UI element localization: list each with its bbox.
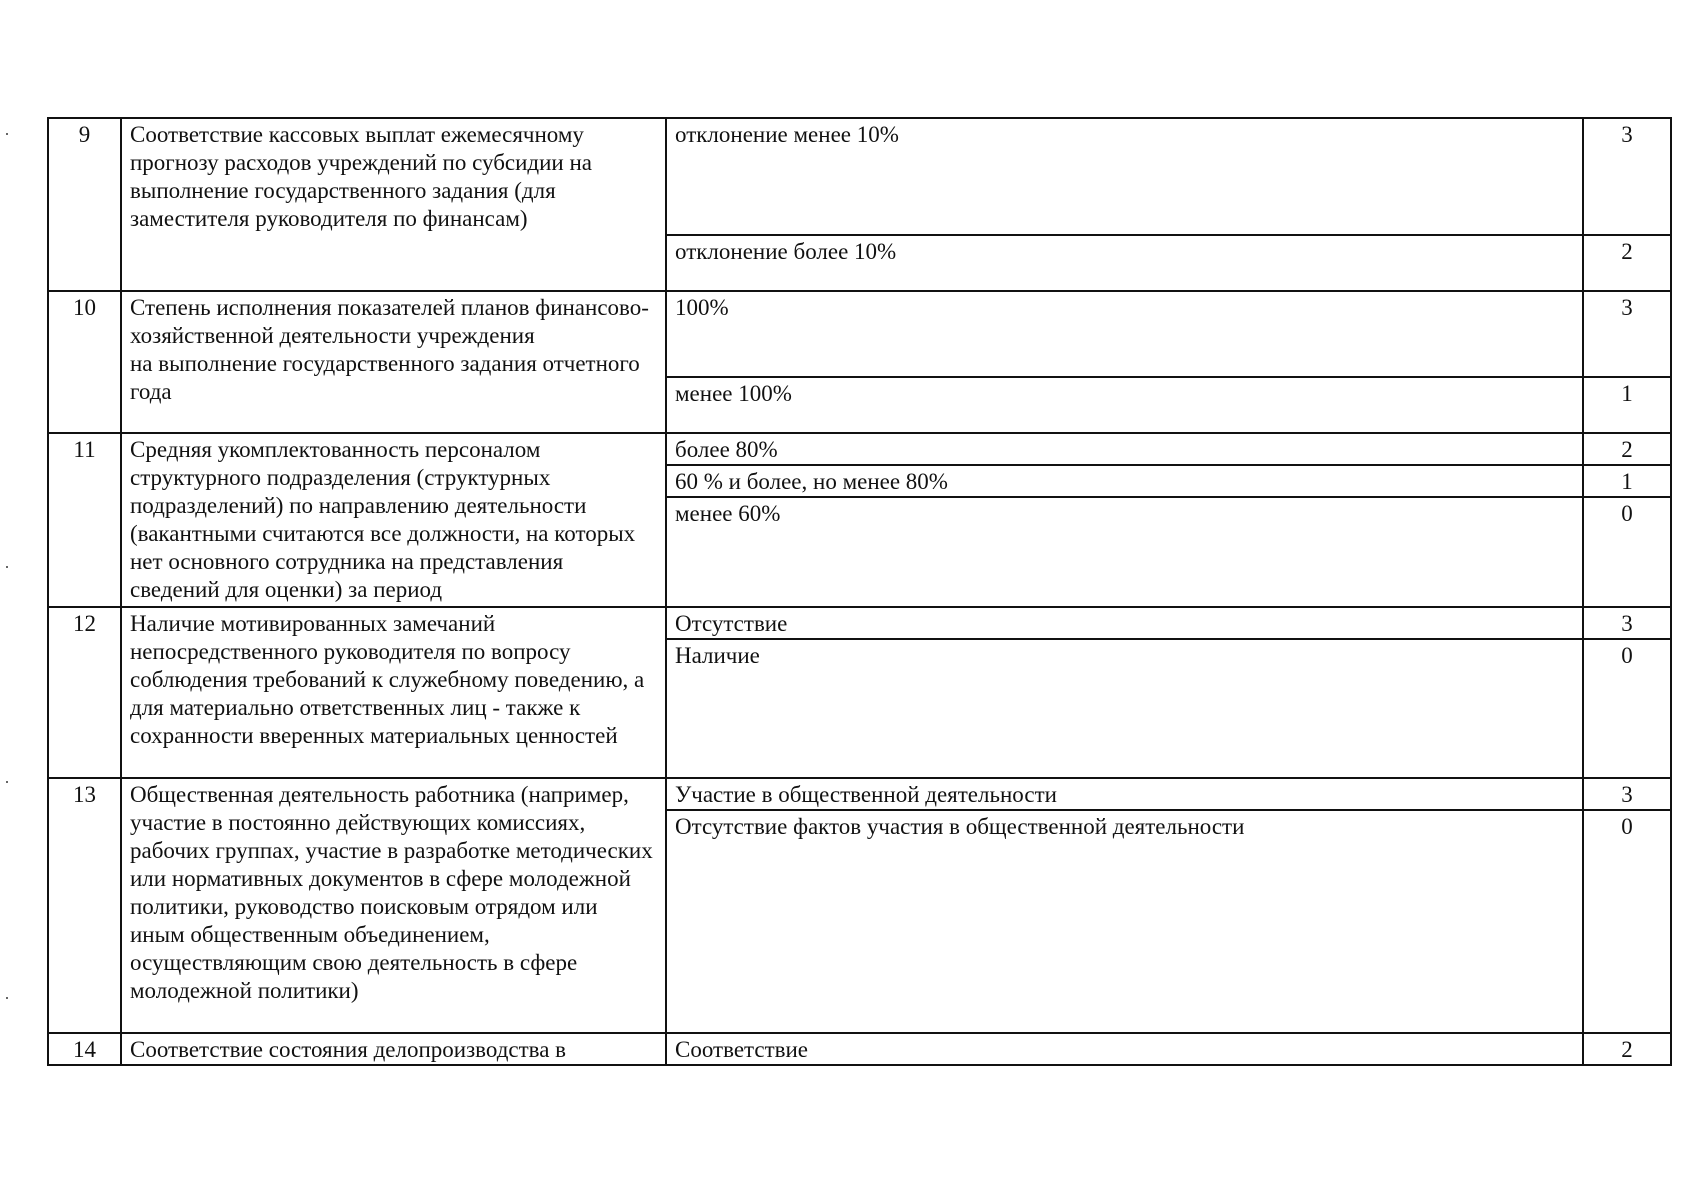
score-value: 3	[1583, 291, 1671, 377]
criterion-text: Средняя укомплектованность персоналом структурного подразделения (структурных подразделений) по направлению деятельности (вакантными считаются все должности, на которых нет основного сотрудника на представления сведений для оценки) за период	[121, 433, 666, 607]
row-number: 11	[48, 433, 121, 607]
scan-speck	[6, 566, 8, 568]
scan-speck	[6, 781, 8, 783]
table-row	[48, 118, 1671, 235]
scan-speck	[6, 997, 8, 999]
score-value: 0	[1583, 639, 1671, 778]
score-value: 2	[1583, 433, 1671, 465]
condition-text: Отсутствие	[666, 607, 1583, 639]
condition-text: Наличие	[666, 639, 1583, 778]
row-number: 12	[48, 607, 121, 778]
condition-text: отклонение более 10%	[666, 235, 1583, 291]
row-number: 10	[48, 291, 121, 433]
score-value: 3	[1583, 118, 1671, 235]
row-number: 13	[48, 778, 121, 1033]
score-value: 0	[1583, 497, 1671, 607]
table-row	[48, 778, 1671, 810]
scan-speck	[6, 133, 8, 135]
table-row	[48, 433, 1671, 465]
evaluation-criteria-table	[47, 117, 1672, 1066]
score-value: 2	[1583, 1033, 1671, 1065]
score-value: 0	[1583, 810, 1671, 1033]
score-value: 3	[1583, 607, 1671, 639]
criterion-text: Соответствие состояния делопроизводства в	[121, 1033, 666, 1065]
criterion-text: Соответствие кассовых выплат ежемесячному прогнозу расходов учреждений по субсидии на выполнение государственного задания (для заместителя руководителя по финансам)	[121, 118, 666, 291]
condition-text: Участие в общественной деятельности	[666, 778, 1583, 810]
table-row	[48, 1033, 1671, 1065]
score-value: 2	[1583, 235, 1671, 291]
criterion-text: Степень исполнения показателей планов финансово-хозяйственной деятельности учреждения на выполнение государственного задания отчетного года	[121, 291, 666, 433]
condition-text: Отсутствие фактов участия в общественной деятельности	[666, 810, 1583, 1033]
condition-text: 60 % и более, но менее 80%	[666, 465, 1583, 497]
row-number: 9	[48, 118, 121, 291]
score-value: 1	[1583, 377, 1671, 433]
criterion-text: Наличие мотивированных замечаний непосредственного руководителя по вопросу соблюдения требований к служебному поведению, а для материально ответственных лиц - также к сохранности вверенных материальных ценностей	[121, 607, 666, 778]
condition-text: Соответствие	[666, 1033, 1583, 1065]
criterion-text: Общественная деятельность работника (например, участие в постоянно действующих комиссиях, рабочих группах, участие в разработке методических или нормативных документов в сфере молодежной политики, руководство поисковым отрядом или иным общественным объединением, осуществляющим свою деятельность в сфере молодежной политики)	[121, 778, 666, 1033]
condition-text: отклонение менее 10%	[666, 118, 1583, 235]
table-row	[48, 607, 1671, 639]
condition-text: 100%	[666, 291, 1583, 377]
row-number: 14	[48, 1033, 121, 1065]
condition-text: более 80%	[666, 433, 1583, 465]
condition-text: менее 60%	[666, 497, 1583, 607]
score-value: 1	[1583, 465, 1671, 497]
condition-text: менее 100%	[666, 377, 1583, 433]
score-value: 3	[1583, 778, 1671, 810]
table-row	[48, 291, 1671, 377]
